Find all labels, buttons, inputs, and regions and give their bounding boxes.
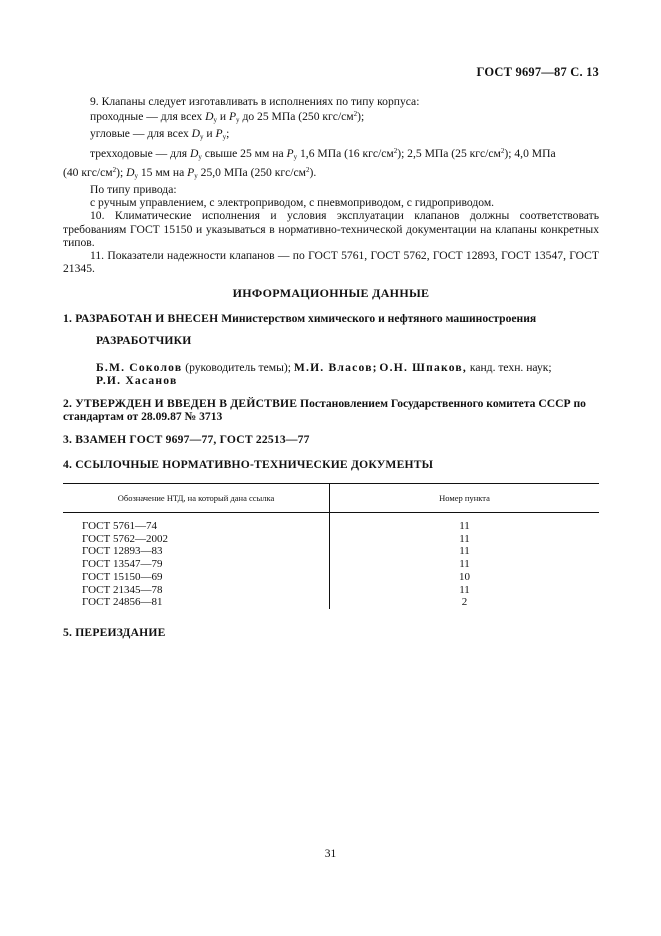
table-cell-document: ГОСТ 15150—69 — [63, 571, 330, 584]
table-row — [63, 513, 599, 533]
table-row — [63, 596, 599, 609]
table-row — [63, 571, 599, 584]
info-item-5: 5. ПЕРЕИЗДАНИЕ — [63, 626, 166, 639]
table-cell-clause: 11 — [459, 532, 470, 545]
table-cell-document: ГОСТ 5762—2002 — [63, 533, 330, 546]
info-item-3: 3. ВЗАМЕН ГОСТ 9697—77, ГОСТ 22513—77 — [63, 433, 310, 446]
table-cell-document: ГОСТ 12893—83 — [63, 545, 330, 558]
page-number: 31 — [324, 848, 337, 860]
info-section-title: ИНФОРМАЦИОННЫЕ ДАННЫЕ — [232, 286, 430, 300]
table-cell-clause: 11 — [459, 545, 470, 558]
para-9-drive: с ручным управлением, с электроприводом, с пневмоприводом, с гидроприводом. — [90, 196, 495, 210]
table-cell-clause: 11 — [459, 583, 470, 596]
para-9-pass: проходные — для всех $D_y$ и $P_y$ до 25 МПа (250 кгс/$см^2$); — [90, 110, 365, 125]
para-9-drive-intro: По типу привода: — [90, 183, 177, 197]
para-11: 11. Показатели надежности клапанов — по ГОСТ 5761, ГОСТ 5762, ГОСТ 12893, ГОСТ 13547, ГОСТ 21345. — [63, 249, 599, 276]
para-9-angle: угловые — для всех $D_y$ и $P_y$; — [90, 127, 230, 142]
section-9-10-11 — [63, 95, 599, 275]
para-9-three-way-cont: (40 кгс/$см^2$); $D_y$ 15 мм на $P_y$ 25,0 МПа (250 кгс/$см^2$). — [63, 165, 317, 180]
table-cell-clause: 11 — [459, 558, 470, 571]
table-cell-document: ГОСТ 24856—81 — [63, 596, 330, 609]
table-row — [63, 584, 599, 597]
info-item-1: 1. РАЗРАБОТАН И ВНЕСЕН Министерством химического и нефтяного машиностроения — [63, 312, 537, 325]
table-row — [63, 545, 599, 558]
table-cell-document: ГОСТ 21345—78 — [63, 584, 330, 597]
table-cell-clause: 2 — [461, 596, 468, 609]
references-table — [63, 483, 599, 609]
table-cell-clause: 10 — [459, 570, 470, 583]
table-cell-document: ГОСТ 5761—74 — [63, 513, 330, 533]
table-cell-clause: 11 — [459, 520, 470, 532]
developers-list: Б.М. Соколов (руководитель темы); М.И. Власов; О.Н. Шпаков, канд. техн. наук; Р.И. Хасанов — [96, 361, 552, 388]
column-header-document: Обозначение НТД, на который дана ссылка — [63, 484, 330, 513]
column-header-clause: Номер пункта — [330, 484, 600, 513]
table-row — [63, 533, 599, 546]
developers-heading: РАЗРАБОТЧИКИ — [96, 334, 192, 347]
para-9-intro: 9. Клапаны следует изготавливать в исполнениях по типу корпуса: — [90, 95, 420, 108]
table-row — [63, 558, 599, 571]
para-9-three-way: трехходовые — для $D_y$ свыше 25 мм на $P_y$ 1,6 МПа (16 кгс/$см^2$); 2,5 МПа (25 кгс/$см^2$); 4,0 МПа — [90, 146, 556, 161]
page-header: ГОСТ 9697—87 С. 13 — [476, 65, 599, 79]
info-item-2: 2. УТВЕРЖДЕН И ВВЕДЕН В ДЕЙСТВИЕ Постановлением Государственного комитета СССР по стандартам от 28.09.87 № 3713 — [63, 397, 586, 424]
info-item-4: 4. ССЫЛОЧНЫЕ НОРМАТИВНО-ТЕХНИЧЕСКИЕ ДОКУМЕНТЫ — [63, 458, 434, 471]
references-table-grid — [63, 483, 599, 609]
table-cell-document: ГОСТ 13547—79 — [63, 558, 330, 571]
para-10: 10. Климатические исполнения и условия эксплуатации клапанов должны соответствовать требованиям ГОСТ 15150 и указываться в нормативно-технической документации на клапаны конкретных типов. — [63, 209, 599, 249]
